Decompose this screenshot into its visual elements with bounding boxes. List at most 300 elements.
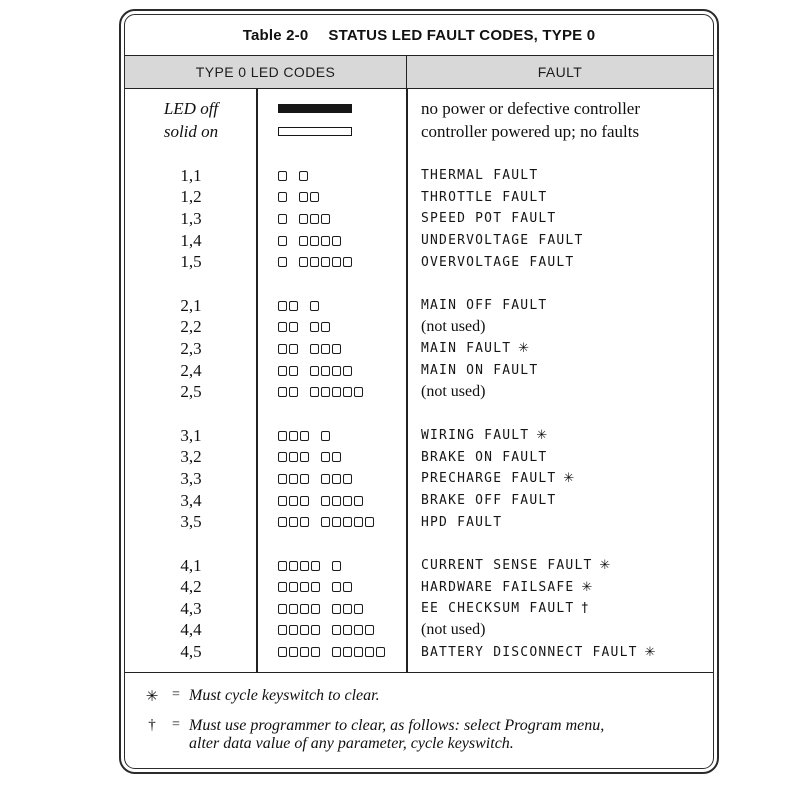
led-dot-icon	[354, 604, 363, 614]
led-dot-cluster	[310, 344, 343, 354]
led-pattern-cell	[257, 431, 407, 441]
led-dot-cluster	[310, 301, 321, 311]
led-dot-icon	[343, 257, 352, 267]
led-dot-icon	[278, 366, 287, 376]
table-row	[125, 641, 713, 663]
led-dot-icon	[278, 236, 287, 246]
led-dot-icon	[289, 517, 298, 527]
code-cell	[125, 620, 257, 640]
led-dot-icon	[289, 647, 298, 657]
fault-cell	[407, 471, 713, 486]
dagger-icon: †	[148, 717, 156, 733]
led-dot-icon	[332, 625, 341, 635]
led-meaning-cell	[407, 122, 713, 142]
led-dot-icon	[311, 625, 320, 635]
led-pattern-cell	[257, 387, 407, 397]
code-cell	[125, 252, 257, 272]
led-pattern-cell	[257, 171, 407, 181]
table-row	[125, 555, 713, 577]
fault-cell	[407, 190, 713, 205]
led-dot-icon	[321, 366, 330, 376]
table-body	[125, 89, 713, 672]
table-row	[125, 577, 713, 599]
led-dot-icon	[300, 604, 309, 614]
led-dot-icon	[321, 344, 330, 354]
fault-cell	[407, 318, 713, 336]
header-cell-led-codes: TYPE 0 LED CODES	[125, 56, 407, 88]
led-dot-icon	[278, 625, 287, 635]
code-label: 2,1	[180, 295, 202, 315]
led-dot-cluster	[278, 322, 300, 332]
code-cell	[125, 382, 257, 402]
fault-cell	[407, 168, 713, 183]
led-dot-icon	[289, 322, 298, 332]
led-state-cell	[125, 99, 257, 119]
fault-group	[125, 295, 713, 403]
led-dot-icon	[332, 582, 341, 592]
legend-row	[125, 97, 713, 120]
led-dot-icon	[311, 647, 320, 657]
led-dot-cluster	[321, 474, 354, 484]
fault-label: BRAKE OFF FAULT	[421, 493, 557, 509]
code-label: 1,3	[180, 208, 202, 228]
led-dot-cluster	[310, 322, 332, 332]
led-dot-cluster	[321, 517, 376, 527]
led-pattern-cell	[257, 625, 407, 635]
led-dot-icon	[289, 582, 298, 592]
code-cell	[125, 599, 257, 619]
table-row	[125, 425, 713, 447]
led-pattern-cell	[257, 344, 407, 354]
led-dot-icon	[299, 171, 308, 181]
led-dot-icon	[311, 582, 320, 592]
led-state-meaning: no power or defective controller	[421, 98, 641, 118]
fault-label: EE CHECKSUM FAULT	[421, 601, 575, 617]
led-dot-icon	[376, 647, 385, 657]
code-cell	[125, 231, 257, 251]
table-row	[125, 360, 713, 382]
led-dot-cluster	[299, 257, 354, 267]
table-number: Table 2-0	[242, 26, 309, 44]
fault-cell	[407, 645, 713, 660]
led-dot-cluster	[278, 474, 311, 484]
led-dot-icon	[321, 496, 330, 506]
fault-label: MAIN ON FAULT	[421, 363, 539, 379]
led-dot-icon	[354, 496, 363, 506]
fault-cell	[407, 558, 713, 573]
asterisk-icon: ✳	[599, 558, 611, 574]
fault-cell	[407, 233, 713, 248]
led-dot-icon	[321, 257, 330, 267]
led-dot-icon	[354, 387, 363, 397]
fault-label: MAIN OFF FAULT	[421, 298, 548, 314]
fault-label: OVERVOLTAGE FAULT	[421, 254, 575, 270]
code-cell	[125, 187, 257, 207]
asterisk-icon: ✳	[581, 579, 593, 595]
led-bar-cell	[257, 104, 407, 113]
led-dot-icon	[300, 647, 309, 657]
column-divider-1	[256, 89, 258, 672]
led-dot-icon	[278, 604, 287, 614]
fault-label: THROTTLE FAULT	[421, 189, 548, 205]
led-dot-icon	[332, 474, 341, 484]
led-dot-cluster	[332, 582, 354, 592]
led-dot-icon	[299, 257, 308, 267]
led-dot-cluster	[278, 647, 322, 657]
led-dot-icon	[354, 517, 363, 527]
led-meaning-cell	[407, 99, 713, 119]
footnote-line: Must use programmer to clear, as follows: select Program menu,	[189, 717, 605, 734]
fault-cell	[407, 621, 713, 639]
table-row	[125, 251, 713, 273]
led-dot-icon	[278, 257, 287, 267]
asterisk-icon: ✳	[563, 471, 575, 487]
table-title-text: STATUS LED FAULT CODES, TYPE 0	[328, 26, 596, 44]
code-cell	[125, 317, 257, 337]
led-dot-cluster	[332, 604, 365, 614]
fault-label: HARDWARE FAILSAFE	[421, 579, 575, 595]
fault-label: MAIN FAULT	[421, 341, 512, 357]
led-dot-icon	[365, 517, 374, 527]
fault-cell	[407, 363, 713, 378]
led-dot-icon	[278, 214, 287, 224]
led-dot-icon	[321, 431, 330, 441]
led-dot-icon	[311, 561, 320, 571]
fault-cell	[407, 211, 713, 226]
led-dot-cluster	[278, 604, 322, 614]
asterisk-icon: ✳	[644, 644, 656, 660]
led-dot-icon	[311, 604, 320, 614]
led-dot-icon	[278, 496, 287, 506]
led-dot-cluster	[332, 625, 376, 635]
code-label: 4,4	[180, 620, 202, 640]
led-pattern-cell	[257, 192, 407, 202]
table-row	[125, 187, 713, 209]
table-row	[125, 511, 713, 533]
led-dot-icon	[300, 452, 309, 462]
led-dot-icon	[343, 387, 352, 397]
footnote-text	[189, 687, 380, 706]
led-dot-icon	[278, 344, 287, 354]
fault-label: HPD FAULT	[421, 514, 503, 530]
led-dot-icon	[321, 214, 330, 224]
code-label: 3,1	[180, 425, 202, 445]
led-dot-icon	[310, 257, 319, 267]
led-dot-icon	[278, 474, 287, 484]
led-dot-icon	[289, 301, 298, 311]
led-dot-icon	[332, 387, 341, 397]
led-dot-icon	[310, 344, 319, 354]
fault-rows-section	[125, 165, 713, 663]
fault-group	[125, 165, 713, 273]
led-pattern-cell	[257, 561, 407, 571]
led-pattern-cell	[257, 474, 407, 484]
led-dot-icon	[343, 517, 352, 527]
code-label: 2,4	[180, 360, 202, 380]
led-dot-cluster	[278, 214, 289, 224]
footnote	[141, 687, 703, 706]
fault-cell	[407, 450, 713, 465]
table-row	[125, 208, 713, 230]
led-dot-cluster	[278, 344, 300, 354]
code-label: 3,5	[180, 512, 202, 532]
fault-cell	[407, 428, 713, 443]
led-dot-icon	[310, 366, 319, 376]
column-divider-2	[406, 89, 408, 672]
led-dot-icon	[289, 496, 298, 506]
table-row	[125, 165, 713, 187]
led-pattern-cell	[257, 582, 407, 592]
code-cell	[125, 577, 257, 597]
equals-sign: =	[172, 717, 180, 732]
fault-group	[125, 425, 713, 533]
led-dot-icon	[310, 214, 319, 224]
code-label: 1,2	[180, 187, 202, 207]
led-state-label: LED off	[163, 98, 219, 118]
led-dot-cluster	[310, 387, 365, 397]
table-frame-inner	[124, 14, 714, 769]
code-cell	[125, 491, 257, 511]
fault-label: THERMAL FAULT	[421, 168, 539, 184]
led-dot-cluster	[299, 171, 310, 181]
fault-cell	[407, 601, 713, 616]
led-dot-icon	[278, 582, 287, 592]
led-dot-icon	[310, 322, 319, 332]
fault-cell	[407, 298, 713, 313]
fault-label: (not used)	[421, 621, 486, 639]
led-dot-cluster	[332, 561, 343, 571]
table-row	[125, 447, 713, 469]
led-dot-cluster	[310, 366, 354, 376]
legend-section	[125, 97, 713, 143]
led-pattern-cell	[257, 257, 407, 267]
fault-group	[125, 555, 713, 663]
code-cell	[125, 447, 257, 467]
fault-cell	[407, 383, 713, 401]
code-cell	[125, 642, 257, 662]
led-dot-icon	[343, 604, 352, 614]
asterisk-icon: ✳	[536, 428, 548, 444]
led-pattern-cell	[257, 452, 407, 462]
code-label: 2,3	[180, 338, 202, 358]
led-dot-cluster	[278, 582, 322, 592]
led-dot-icon	[321, 452, 330, 462]
led-dot-icon	[300, 625, 309, 635]
code-label: 3,2	[180, 447, 202, 467]
equals-sign: =	[172, 687, 180, 702]
led-dot-icon	[289, 366, 298, 376]
led-dot-icon	[300, 431, 309, 441]
led-dot-icon	[289, 431, 298, 441]
fault-cell	[407, 255, 713, 270]
led-dot-icon	[343, 582, 352, 592]
led-dot-icon	[278, 452, 287, 462]
led-state-meaning: controller powered up; no faults	[421, 121, 640, 141]
code-cell	[125, 209, 257, 229]
led-dot-cluster	[278, 561, 322, 571]
led-dot-icon	[300, 517, 309, 527]
led-dot-icon	[289, 604, 298, 614]
footnote-line: Must cycle keyswitch to clear.	[189, 687, 380, 704]
led-dot-icon	[321, 474, 330, 484]
fault-cell	[407, 341, 713, 356]
table-row	[125, 468, 713, 490]
led-dot-cluster	[278, 236, 289, 246]
table-row	[125, 598, 713, 620]
led-pattern-cell	[257, 322, 407, 332]
led-dot-cluster	[321, 431, 332, 441]
led-dot-icon	[321, 236, 330, 246]
fault-label: BRAKE ON FAULT	[421, 449, 548, 465]
led-dot-cluster	[278, 366, 300, 376]
led-dot-icon	[300, 474, 309, 484]
fault-label: BATTERY DISCONNECT FAULT	[421, 644, 638, 660]
table-row	[125, 490, 713, 512]
led-dot-icon	[310, 387, 319, 397]
footnote-text	[189, 717, 604, 753]
fault-label: (not used)	[421, 318, 486, 336]
code-label: 3,3	[180, 468, 202, 488]
fault-cell	[407, 493, 713, 508]
table-row	[125, 338, 713, 360]
led-dot-icon	[321, 387, 330, 397]
led-dot-icon	[278, 387, 287, 397]
code-cell	[125, 166, 257, 186]
code-label: 4,1	[180, 555, 202, 575]
led-dot-icon	[278, 517, 287, 527]
led-dot-icon	[343, 496, 352, 506]
table-frame-outer	[119, 9, 719, 774]
led-state-label: solid on	[163, 121, 219, 141]
footnotes-section	[125, 672, 713, 768]
code-label: 4,5	[180, 642, 202, 662]
table-row	[125, 381, 713, 403]
code-label: 1,1	[180, 165, 202, 185]
legend-row	[125, 120, 713, 143]
table-row	[125, 317, 713, 339]
led-bar-cell	[257, 127, 407, 136]
led-dot-icon	[332, 647, 341, 657]
code-cell	[125, 469, 257, 489]
code-cell	[125, 296, 257, 316]
led-dot-cluster	[278, 171, 289, 181]
led-dot-icon	[289, 452, 298, 462]
led-dot-icon	[332, 366, 341, 376]
led-dot-cluster	[299, 192, 321, 202]
led-dot-icon	[332, 561, 341, 571]
led-dot-icon	[300, 496, 309, 506]
footnote-line: alter data value of any parameter, cycle keyswitch.	[189, 735, 514, 752]
led-dot-icon	[300, 582, 309, 592]
led-pattern-cell	[257, 517, 407, 527]
led-dot-icon	[289, 387, 298, 397]
led-dot-icon	[365, 625, 374, 635]
led-pattern-cell	[257, 214, 407, 224]
led-dot-icon	[300, 561, 309, 571]
led-pattern-cell	[257, 604, 407, 614]
code-label: 1,5	[180, 252, 202, 272]
led-dot-icon	[321, 322, 330, 332]
led-dot-icon	[343, 647, 352, 657]
led-dot-icon	[332, 257, 341, 267]
led-dot-icon	[278, 561, 287, 571]
fault-label: UNDERVOLTAGE FAULT	[421, 233, 584, 249]
led-dot-icon	[354, 647, 363, 657]
footnote	[141, 717, 703, 753]
led-dot-cluster	[278, 192, 289, 202]
led-dot-icon	[343, 366, 352, 376]
led-bar-outline-icon	[278, 127, 352, 136]
led-bar-filled-icon	[278, 104, 352, 113]
led-dot-icon	[289, 474, 298, 484]
code-label: 4,2	[180, 577, 202, 597]
led-dot-icon	[321, 517, 330, 527]
led-pattern-cell	[257, 496, 407, 506]
led-dot-icon	[332, 604, 341, 614]
code-cell	[125, 512, 257, 532]
code-label: 2,2	[180, 317, 202, 337]
fault-cell	[407, 515, 713, 530]
asterisk-icon: ✳	[518, 341, 530, 357]
led-dot-icon	[310, 236, 319, 246]
led-dot-icon	[278, 647, 287, 657]
led-dot-icon	[332, 344, 341, 354]
led-dot-cluster	[278, 301, 300, 311]
led-dot-icon	[354, 625, 363, 635]
table-row	[125, 295, 713, 317]
led-dot-icon	[365, 647, 374, 657]
asterisk-icon: ✳	[145, 689, 159, 705]
fault-label: (not used)	[421, 383, 486, 401]
led-dot-icon	[289, 625, 298, 635]
led-dot-cluster	[299, 214, 332, 224]
led-pattern-cell	[257, 236, 407, 246]
led-dot-cluster	[278, 625, 322, 635]
led-pattern-cell	[257, 301, 407, 311]
code-cell	[125, 361, 257, 381]
led-dot-cluster	[321, 452, 343, 462]
led-dot-icon	[278, 431, 287, 441]
led-dot-icon	[310, 192, 319, 202]
fault-cell	[407, 580, 713, 595]
code-cell	[125, 339, 257, 359]
fault-label: WIRING FAULT	[421, 428, 530, 444]
led-dot-icon	[332, 517, 341, 527]
header-cell-fault: FAULT	[537, 64, 583, 80]
led-dot-icon	[299, 192, 308, 202]
led-dot-icon	[289, 344, 298, 354]
fault-label: PRECHARGE FAULT	[421, 471, 557, 487]
code-label: 2,5	[180, 382, 202, 402]
code-label: 3,4	[180, 490, 202, 510]
led-dot-icon	[343, 625, 352, 635]
led-dot-cluster	[299, 236, 343, 246]
led-dot-cluster	[278, 496, 311, 506]
led-dot-icon	[310, 301, 319, 311]
dagger-icon: †	[581, 601, 588, 617]
led-dot-icon	[299, 236, 308, 246]
table-row	[125, 620, 713, 642]
led-dot-icon	[278, 192, 287, 202]
led-dot-icon	[278, 171, 287, 181]
code-label: 4,3	[180, 598, 202, 618]
code-cell	[125, 556, 257, 576]
table-header	[125, 56, 713, 89]
led-dot-icon	[278, 301, 287, 311]
led-dot-cluster	[278, 387, 300, 397]
fault-label: CURRENT SENSE FAULT	[421, 558, 593, 574]
led-dot-cluster	[321, 496, 365, 506]
